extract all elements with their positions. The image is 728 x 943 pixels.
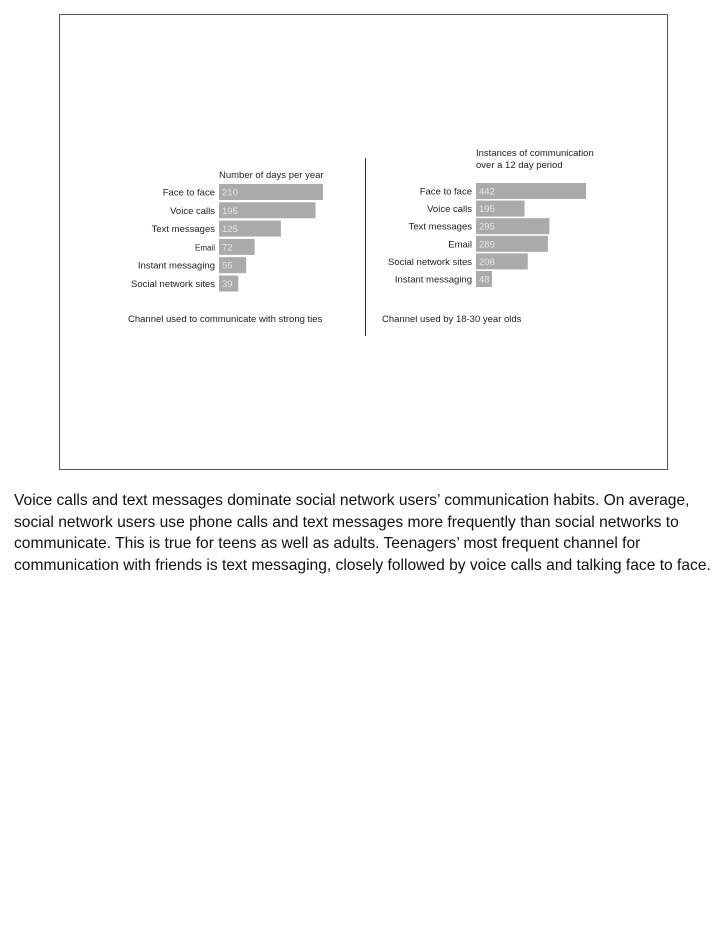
chart-title: Channel used by 18-30 year olds xyxy=(382,314,522,325)
data-label: 295 xyxy=(479,221,495,233)
category-label: Voice calls xyxy=(427,204,472,216)
category-label: Instant messaging xyxy=(137,260,215,272)
value-axis-label-line: Number of days per year xyxy=(219,170,324,181)
value-axis-label xyxy=(219,170,324,181)
category-label: Text messages xyxy=(151,224,215,236)
data-label: 72 xyxy=(222,242,233,254)
caption-text: Voice calls and text messages dominate social network users’ communication habits. On average, social network users use phone calls and text messages more frequently than social networks to communicate. This is true for teens as well as adults. Teenagers’ most frequent channel for communication with friends is text messaging, closely followed by voice calls and talking face to face. xyxy=(14,492,711,574)
data-label: 55 xyxy=(222,260,233,272)
data-label: 289 xyxy=(479,239,495,251)
value-axis-label-line: Instances of communication xyxy=(476,148,594,159)
chart-title: Channel used to communicate with strong ties xyxy=(128,314,323,325)
category-label: Instant messaging xyxy=(394,274,472,286)
value-axis-label-line: over a 12 day period xyxy=(476,160,563,171)
data-label: 195 xyxy=(222,205,238,217)
category-label: Face to face xyxy=(419,186,472,198)
category-label: Voice calls xyxy=(170,205,215,217)
category-label: Email xyxy=(194,243,215,253)
data-label: 208 xyxy=(479,256,495,268)
category-label: Social network sites xyxy=(388,256,472,268)
chart-1 xyxy=(128,170,324,325)
data-label: 39 xyxy=(222,279,233,290)
category-label: Face to face xyxy=(162,187,215,199)
category-label: Text messages xyxy=(408,221,472,233)
data-label: 48 xyxy=(479,274,490,286)
chart-2 xyxy=(382,148,594,325)
data-label: 125 xyxy=(222,224,238,236)
category-label: Social network sites xyxy=(131,279,215,290)
data-label: 442 xyxy=(479,186,495,198)
value-axis-label xyxy=(476,148,594,171)
category-label: Email xyxy=(448,239,472,251)
data-label: 195 xyxy=(479,204,495,216)
data-label: 210 xyxy=(222,187,238,199)
